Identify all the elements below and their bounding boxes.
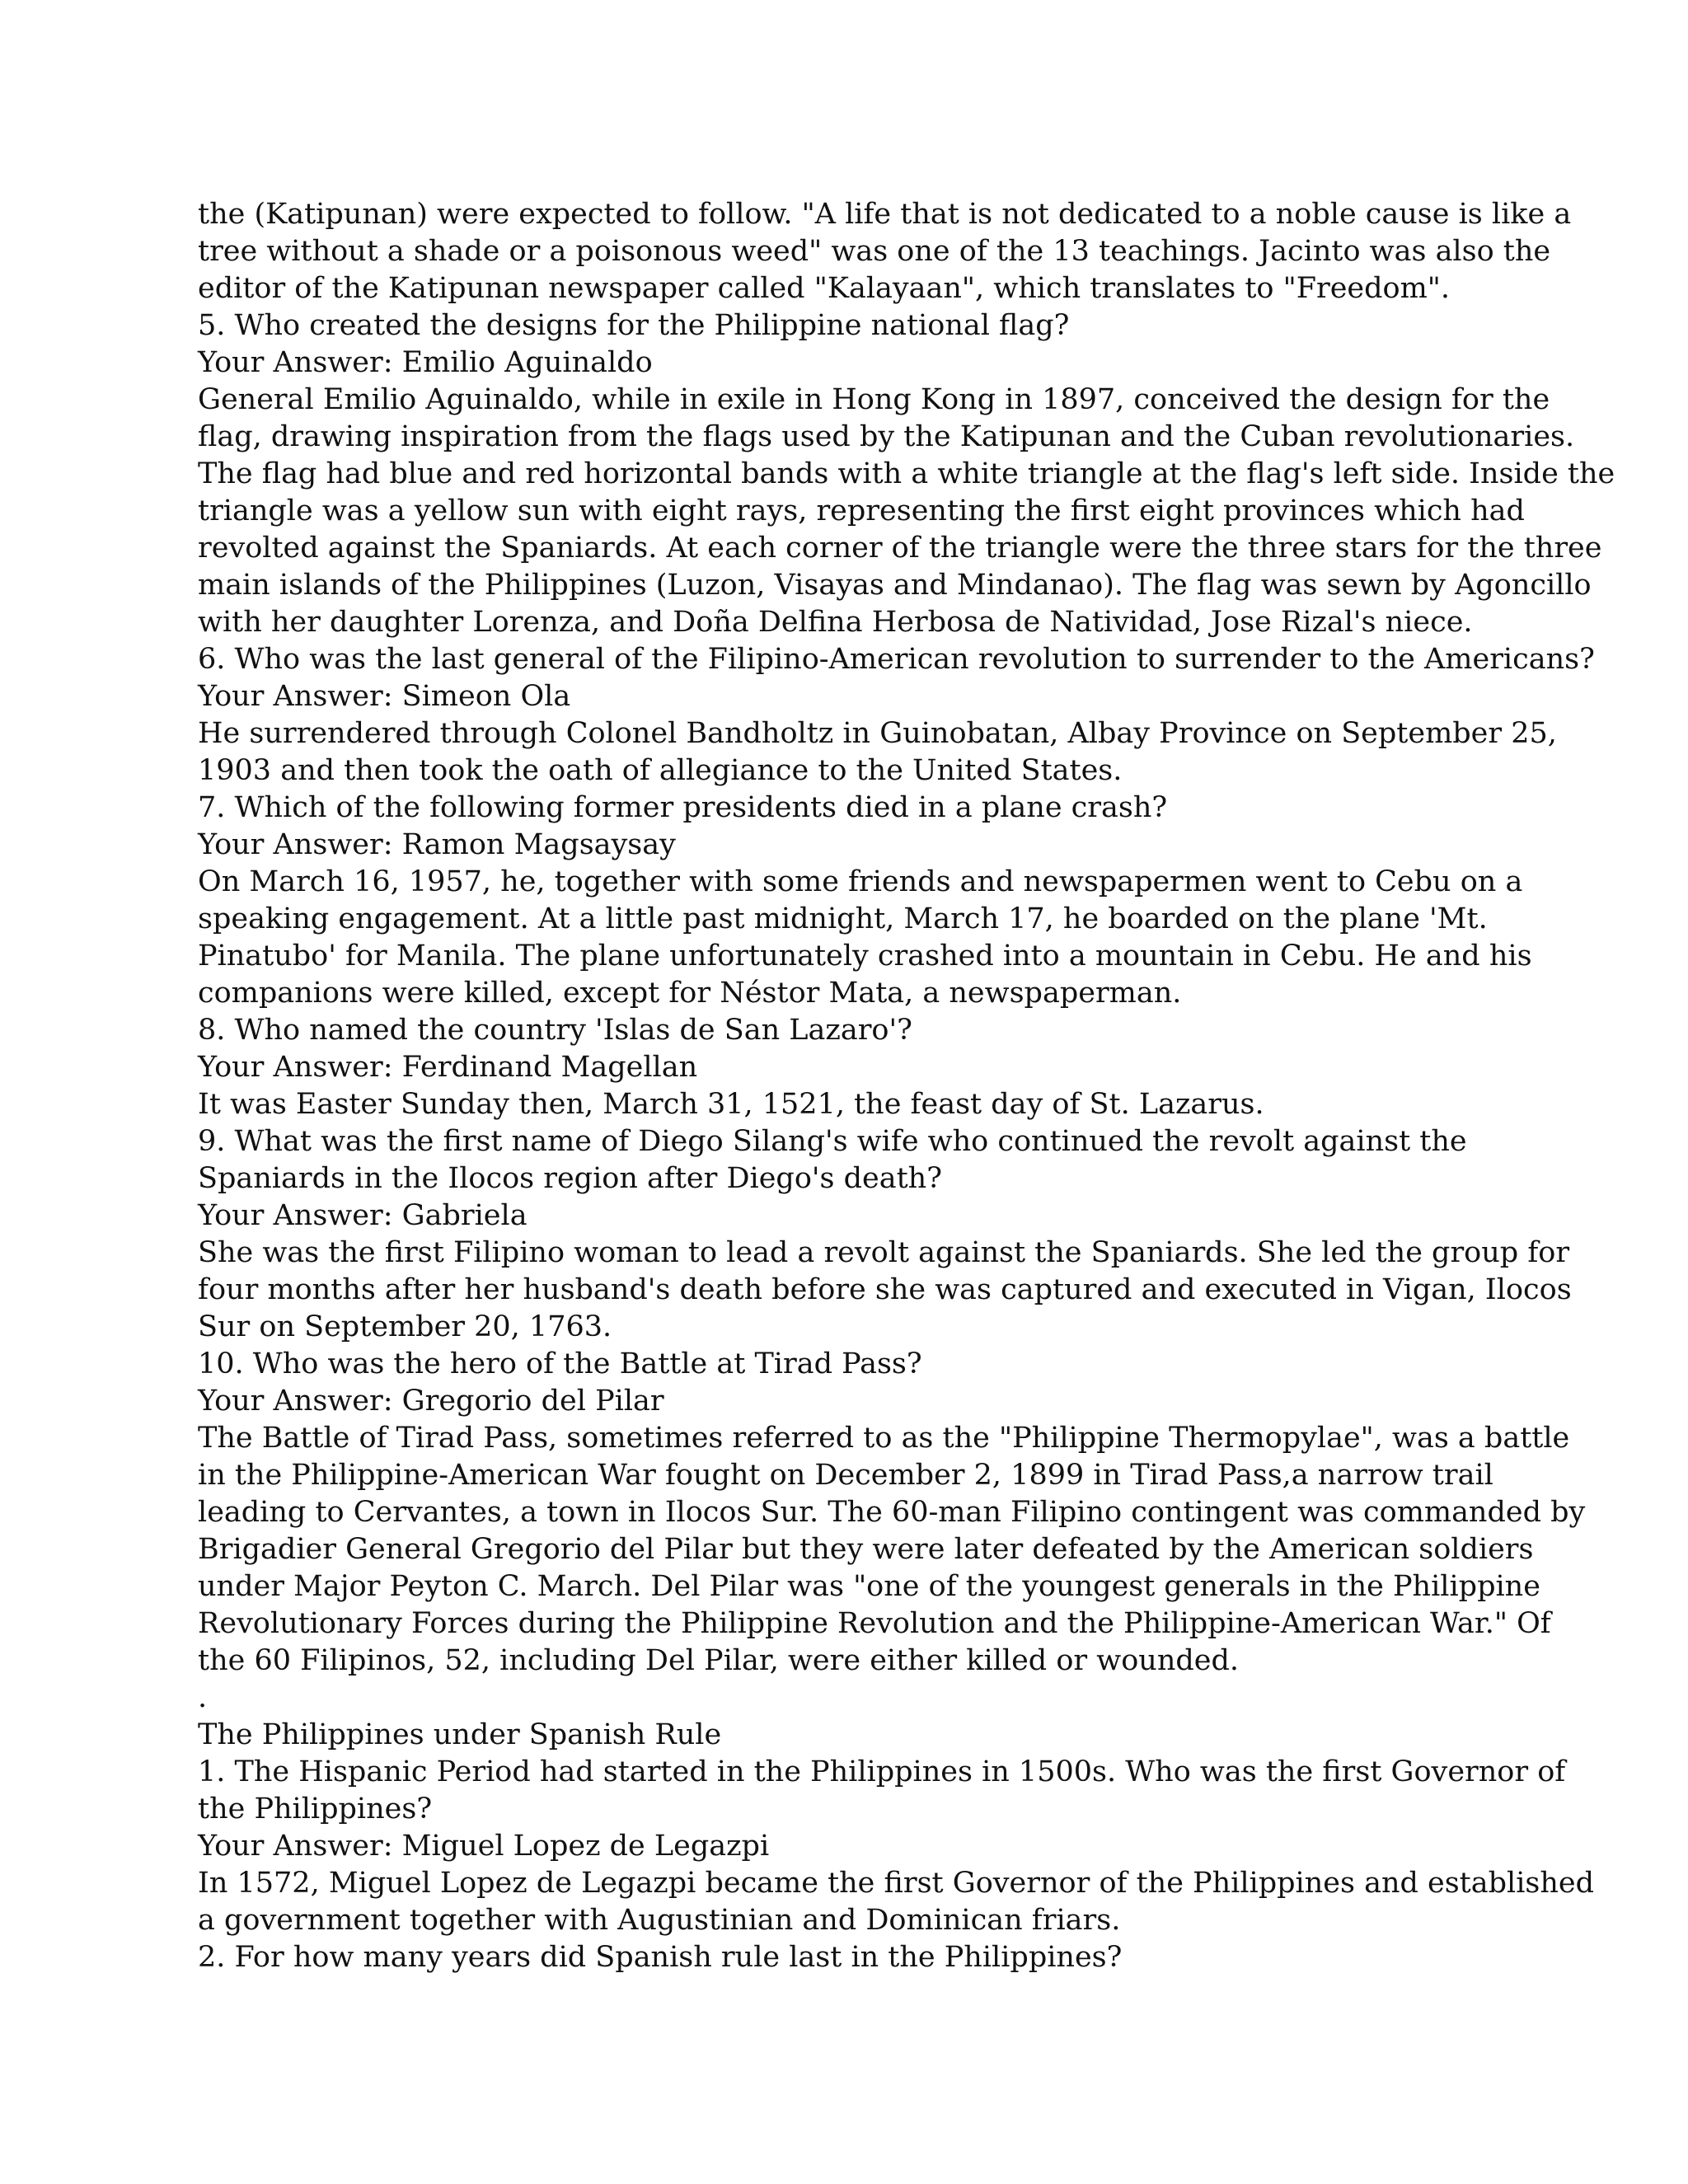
question-line: 6. Who was the last general of the Filipino-American revolution to surrender to the Americans? <box>198 643 1595 676</box>
answer-line: Your Answer: Miguel Lopez de Legazpi <box>198 1830 770 1863</box>
answer-line: Your Answer: Emilio Aguinaldo <box>198 346 653 379</box>
text-line: Pinatubo' for Manila. The plane unfortunately crashed into a mountain in Cebu. He and his <box>198 940 1532 972</box>
text-line: General Emilio Aguinaldo, while in exile in Hong Kong in 1897, conceived the design for the <box>198 383 1550 416</box>
question-line: 9. What was the first name of Diego Silang's wife who continued the revolt against the <box>198 1125 1467 1158</box>
question-line: 2. For how many years did Spanish rule last in the Philippines? <box>198 1941 1123 1974</box>
text-line: under Major Peyton C. March. Del Pilar was "one of the youngest generals in the Philippine <box>198 1570 1540 1603</box>
text-line: main islands of the Philippines (Luzon, Visayas and Mindanao). The flag was sewn by Agoncillo <box>198 569 1592 602</box>
text-line: editor of the Katipunan newspaper called "Kalayaan", which translates to "Freedom". <box>198 272 1451 305</box>
text-line: leading to Cervantes, a town in Ilocos Sur. The 60-man Filipino contingent was commanded by <box>198 1496 1586 1529</box>
separator-dot: . <box>198 1681 208 1714</box>
text-line: in the Philippine-American War fought on December 2, 1899 in Tirad Pass,a narrow trail <box>198 1459 1493 1492</box>
text-line: the 60 Filipinos, 52, including Del Pilar, were either killed or wounded. <box>198 1644 1240 1677</box>
text-line: 1903 and then took the oath of allegiance to the United States. <box>198 754 1123 787</box>
text-line: four months after her husband's death before she was captured and executed in Vigan, Ilocos <box>198 1273 1572 1306</box>
question-line: 10. Who was the hero of the Battle at Tirad Pass? <box>198 1347 922 1380</box>
answer-line: Your Answer: Gabriela <box>198 1199 528 1232</box>
text-line: On March 16, 1957, he, together with some friends and newspapermen went to Cebu on a <box>198 865 1523 898</box>
text-line: with her daughter Lorenza, and Doña Delfina Herbosa de Natividad, Jose Rizal's niece. <box>198 606 1473 639</box>
text-line: Brigadier General Gregorio del Pilar but they were later defeated by the American soldiers <box>198 1533 1534 1566</box>
question-line: 7. Which of the following former presidents died in a plane crash? <box>198 791 1168 824</box>
text-line: It was Easter Sunday then, March 31, 1521, the feast day of St. Lazarus. <box>198 1088 1264 1121</box>
answer-line: Your Answer: Simeon Ola <box>198 680 571 713</box>
answer-line: Your Answer: Gregorio del Pilar <box>198 1385 664 1418</box>
text-line: Revolutionary Forces during the Philippine Revolution and the Philippine-American War." Of <box>198 1607 1551 1640</box>
text-line: Sur on September 20, 1763. <box>198 1310 612 1343</box>
text-line: revolted against the Spaniards. At each corner of the triangle were the three stars for the three <box>198 532 1602 565</box>
question-line: 5. Who created the designs for the Philippine national flag? <box>198 309 1070 342</box>
text-line: She was the first Filipino woman to lead a revolt against the Spaniards. She led the group for <box>198 1236 1570 1269</box>
question-line: 1. The Hispanic Period had started in the Philippines in 1500s. Who was the first Governor of <box>198 1755 1566 1788</box>
text-line: flag, drawing inspiration from the flags used by the Katipunan and the Cuban revolutionaries. <box>198 420 1575 453</box>
text-line: tree without a shade or a poisonous weed" was one of the 13 teachings. Jacinto was also the <box>198 235 1551 268</box>
text-line: In 1572, Miguel Lopez de Legazpi became the first Governor of the Philippines and established <box>198 1867 1595 1900</box>
answer-line: Your Answer: Ramon Magsaysay <box>198 828 676 861</box>
question-line: the Philippines? <box>198 1793 433 1825</box>
answer-line: Your Answer: Ferdinand Magellan <box>198 1051 698 1084</box>
text-line: The Battle of Tirad Pass, sometimes referred to as the "Philippine Thermopylae", was a battle <box>198 1422 1570 1455</box>
text-line: companions were killed, except for Néstor Mata, a newspaperman. <box>198 977 1182 1010</box>
question-line: 8. Who named the country 'Islas de San Lazaro'? <box>198 1014 912 1047</box>
section-heading: The Philippines under Spanish Rule <box>198 1718 722 1751</box>
text-line: triangle was a yellow sun with eight rays, representing the first eight provinces which had <box>198 494 1525 527</box>
text-line: He surrendered through Colonel Bandholtz in Guinobatan, Albay Province on September 25, <box>198 717 1557 750</box>
document-page <box>198 196 1615 1976</box>
text-line: a government together with Augustinian and Dominican friars. <box>198 1904 1121 1937</box>
text-line: speaking engagement. At a little past midnight, March 17, he boarded on the plane 'Mt. <box>198 902 1488 935</box>
text-line: the (Katipunan) were expected to follow. "A life that is not dedicated to a noble cause is like a <box>198 198 1572 231</box>
question-line: Spaniards in the Ilocos region after Diego's death? <box>198 1162 942 1195</box>
text-line: The flag had blue and red horizontal bands with a white triangle at the flag's left side. Inside the <box>198 457 1615 490</box>
